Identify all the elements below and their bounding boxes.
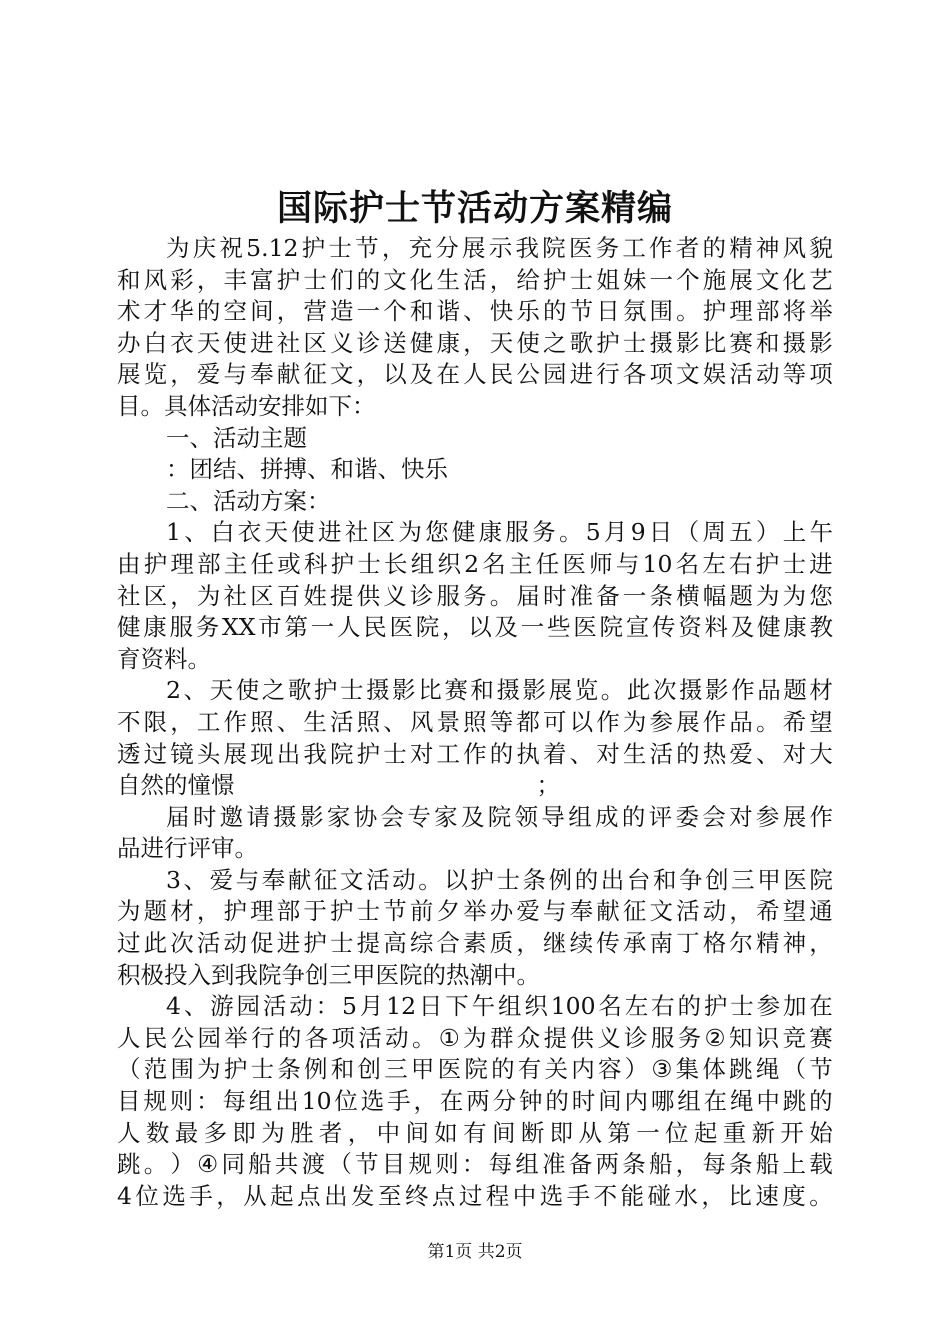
body-text-line: 育资料。 bbox=[117, 644, 211, 673]
body-text-line: 术 才 华 的 空 间 ， 营 造 一 个 和 谐 、 快 乐 的 节 日 氛 围 。 护 理 部 将 举 bbox=[117, 297, 833, 326]
page-footer: 第1页 共2页 bbox=[427, 1242, 523, 1262]
body-text-line: 一、活动主题 bbox=[166, 423, 307, 452]
body-text-line: 人 民 公 园 举 行 的 各 项 活 动 。 ① 为 群 众 提 供 义 诊 服 务 ② 知 识 竞 赛 bbox=[117, 1023, 833, 1052]
body-text-line: （ 范 围 为 护 士 条 例 和 创 三 甲 医 院 的 有 关 内 容 ） ③ 集 体 跳 绳 （ 节 bbox=[117, 1055, 833, 1084]
body-text-line: 积极投入到我院争创三甲医院的热潮中。 bbox=[117, 960, 540, 989]
body-text-line: 和 风 彩 ， 丰 富 护 士 们 的 文 化 生 活 ， 给 护 士 姐 妹 一 个 施 展 文 化 艺 bbox=[117, 265, 833, 294]
body-text-line: 办 白 衣 天 使 进 社 区 义 诊 送 健 康 ， 天 使 之 歌 护 士 摄 影 比 赛 和 摄 影 bbox=[117, 328, 833, 357]
body-text-line: 展 览 ， 爱 与 奉 献 征 文 ， 以 及 在 人 民 公 园 进 行 各 项 文 娱 活 动 等 项 bbox=[117, 360, 833, 389]
body-text-line: 社 区 ， 为 社 区 百 姓 提 供 义 诊 服 务 。 届 时 准 备 一 条 横 幅 题 为 为 您 bbox=[117, 581, 833, 610]
body-text-line: 1 、 白 衣 天 使 进 社 区 为 您 健 康 服 务 。 5 月 9 日 （ 周 五 ） 上 午 bbox=[166, 518, 833, 547]
document-body bbox=[117, 233, 833, 1212]
body-text-line: 健 康 服 务 XX 市 第 一 人 民 医 院 ， 以 及 一 些 医 院 宣 传 资 料 及 健 康 教 bbox=[117, 613, 833, 642]
body-text-line: 由 护 理 部 主 任 或 科 护 士 长 组 织 2 名 主 任 医 师 与 10 名 左 右 护 士 进 bbox=[117, 549, 833, 578]
body-text-line: 4 位 选 手 ， 从 起 点 出 发 至 终 点 过 程 中 选 手 不 能 碰 水 ， 比 速 度 。 bbox=[117, 1181, 833, 1210]
body-text-line: 为 题 材 ， 护 理 部 于 护 士 节 前 夕 举 办 爱 与 奉 献 征 文 活 动 ， 希 望 通 bbox=[117, 897, 833, 926]
body-text-line: 3 、 爱 与 奉 献 征 文 活 动 。 以 护 士 条 例 的 出 台 和 争 创 三 甲 医 院 bbox=[166, 865, 833, 894]
body-text-line: 二、活动方案： bbox=[166, 486, 331, 515]
body-text-line: 届 时 邀 请 摄 影 家 协 会 专 家 及 院 领 导 组 成 的 评 委 会 对 参 展 作 bbox=[166, 802, 833, 831]
body-text-line: 不 限 ， 工 作 照 、 生 活 照 、 风 景 照 等 都 可 以 作 为 参 展 作 品 。 希 望 bbox=[117, 707, 833, 736]
body-text-line: 过 此 次 活 动 促 进 护 士 提 高 综 合 素 质 ， 继 续 传 承 南 丁 格 尔 精 神 ， bbox=[117, 929, 833, 958]
body-text-line: 透 过 镜 头 展 现 出 我 院 护 士 对 工 作 的 执 着 、 对 生 活 的 热 爱 、 对 大 bbox=[117, 739, 833, 768]
body-text-line: 自然的憧憬 ； bbox=[117, 771, 560, 800]
body-text-line: 品进行评审。 bbox=[117, 834, 258, 863]
body-text-line: 4 、 游 园 活 动 ： 5 月 12 日 下 午 组 织 100 名 左 右 的 护 士 参 加 在 bbox=[166, 992, 833, 1021]
body-text-line: 为 庆 祝 5.12 护 士 节 ， 充 分 展 示 我 院 医 务 工 作 者 的 精 神 风 貌 bbox=[166, 234, 833, 262]
body-text-line: 人 数 最 多 即 为 胜 者 ， 中 间 如 有 间 断 即 从 第 一 位 起 重 新 开 始 bbox=[117, 1118, 833, 1147]
body-text-line: 跳 。 ） ④ 同 船 共 渡 （ 节 目 规 则 ： 每 组 准 备 两 条 船 ， 每 条 船 上 载 bbox=[117, 1150, 833, 1179]
body-text-line: ：团结、拼搏、和谐、快乐 bbox=[166, 455, 448, 484]
document-title: 国际护士节活动方案精编 bbox=[276, 188, 673, 229]
body-text-line: 目。具体活动安排如下： bbox=[117, 391, 376, 420]
body-text-line: 2 、 天 使 之 歌 护 士 摄 影 比 赛 和 摄 影 展 览 。 此 次 摄 影 作 品 题 材 bbox=[166, 676, 833, 705]
body-text-line: 目 规 则 ： 每 组 出 10 位 选 手 ， 在 两 分 钟 的 时 间 内 哪 组 在 绳 中 跳 的 bbox=[117, 1087, 833, 1116]
